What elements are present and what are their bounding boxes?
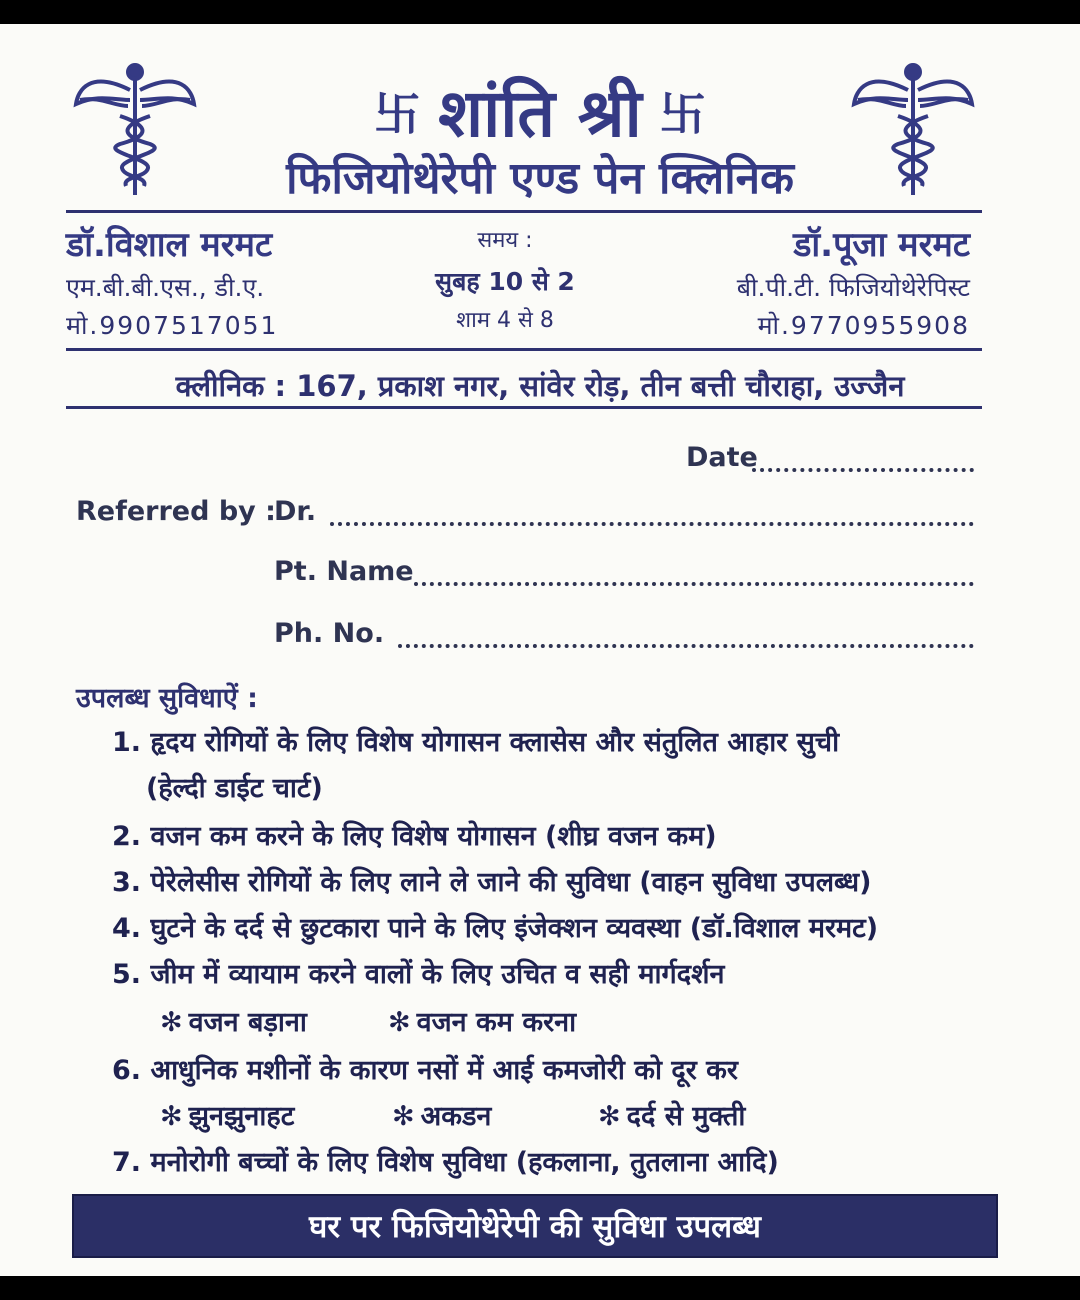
ph-no-label: Ph. No. <box>274 618 385 649</box>
list-item: 7. मनोरोगी बच्चों के लिए विशेष सुविधा (हकलाना, तुतलाना आदि) <box>112 1147 779 1178</box>
footer-text: घर पर फिजियोथेरेपी की सुविधा उपलब्ध <box>309 1209 761 1245</box>
asterisk-icon: ✻ <box>160 1101 183 1132</box>
sub-item: ✻ वजन बड़ाना <box>160 1007 307 1038</box>
dr-label: Dr. <box>274 496 317 527</box>
pt-name-field[interactable] <box>414 582 974 586</box>
asterisk-icon: ✻ <box>598 1101 621 1132</box>
doctor-right-degree: बी.पी.टी. फिजियोथेरेपिस्ट <box>736 273 970 302</box>
list-item: 3. पेरेलेसीस रोगियों के लिए लाने ले जाने की सुविधा (वाहन सुविधा उपलब्ध) <box>112 867 872 898</box>
list-item: 5. जीम में व्यायाम करने वालों के लिए उचित व सही मार्गदर्शन <box>112 959 725 990</box>
doctor-right-name: डॉ.पूजा मरमट <box>793 225 970 265</box>
sub-item: ✻ झुनझुनाहट <box>160 1101 295 1132</box>
date-label: Date <box>686 442 758 473</box>
timing-evening: शाम 4 से 8 <box>456 308 554 333</box>
asterisk-icon: ✻ <box>392 1101 415 1132</box>
sub-item: ✻ वजन कम करना <box>388 1007 577 1038</box>
doctor-left-degree: एम.बी.बी.एस., डी.ए. <box>66 273 265 302</box>
clinic-timing <box>400 224 610 334</box>
doctor-left-mobile: मो.9907517051 <box>66 311 279 340</box>
doctor-left-name: डॉ.विशाल मरमट <box>66 225 273 265</box>
divider <box>66 348 982 351</box>
list-item-continuation: (हेल्दी डाईट चार्ट) <box>146 773 323 804</box>
asterisk-icon: ✻ <box>388 1007 411 1038</box>
prescription-pad <box>0 24 1080 1276</box>
timing-label: समय : <box>477 228 533 253</box>
list-item: 1. हृदय रोगियों के लिए विशेष योगासन क्लासेस और संतुलित आहार सुची <box>112 727 840 758</box>
facilities-heading: उपलब्ध सुविधाऐं : <box>76 683 258 714</box>
clinic-title <box>0 66 1080 156</box>
list-item: 4. घुटने के दर्द से छुटकारा पाने के लिए इंजेक्शन व्यवस्था (डॉ.विशाल मरमट) <box>112 913 879 944</box>
divider <box>66 406 982 409</box>
asterisk-icon: ✻ <box>160 1007 183 1038</box>
swastik-icon: 卐 <box>374 87 421 141</box>
list-item: 6. आधुनिक मशीनों के कारण नसों में आई कमजोरी को दूर कर <box>112 1055 738 1086</box>
doctor-right <box>737 220 970 342</box>
ph-no-field[interactable] <box>398 644 974 648</box>
doctor-left <box>66 220 278 342</box>
clinic-subtitle: फिजियोथेरेपी एण्ड पेन क्लिनिक <box>286 153 794 204</box>
list-item: 2. वजन कम करने के लिए विशेष योगासन (शीघ्र वजन कम) <box>112 821 717 852</box>
doctor-right-mobile: मो.9770955908 <box>757 311 970 340</box>
divider <box>66 210 982 213</box>
referred-by-field[interactable] <box>330 522 974 526</box>
clinic-name: शांति श्री <box>438 75 642 152</box>
pt-name-label: Pt. Name <box>274 556 414 587</box>
footer-banner <box>72 1194 998 1258</box>
clinic-address: क्लीनिक : 167, प्रकाश नगर, सांवेर रोड़, तीन बत्ती चौराहा, उज्जैन <box>175 369 905 403</box>
date-field[interactable] <box>752 468 974 472</box>
sub-item: ✻ अकडन <box>392 1101 492 1132</box>
timing-morning: सुबह 10 से 2 <box>435 267 575 296</box>
referred-by-label: Referred by : <box>76 496 276 527</box>
swastik-icon: 卐 <box>659 87 706 141</box>
sub-item: ✻ दर्द से मुक्ती <box>598 1101 746 1132</box>
